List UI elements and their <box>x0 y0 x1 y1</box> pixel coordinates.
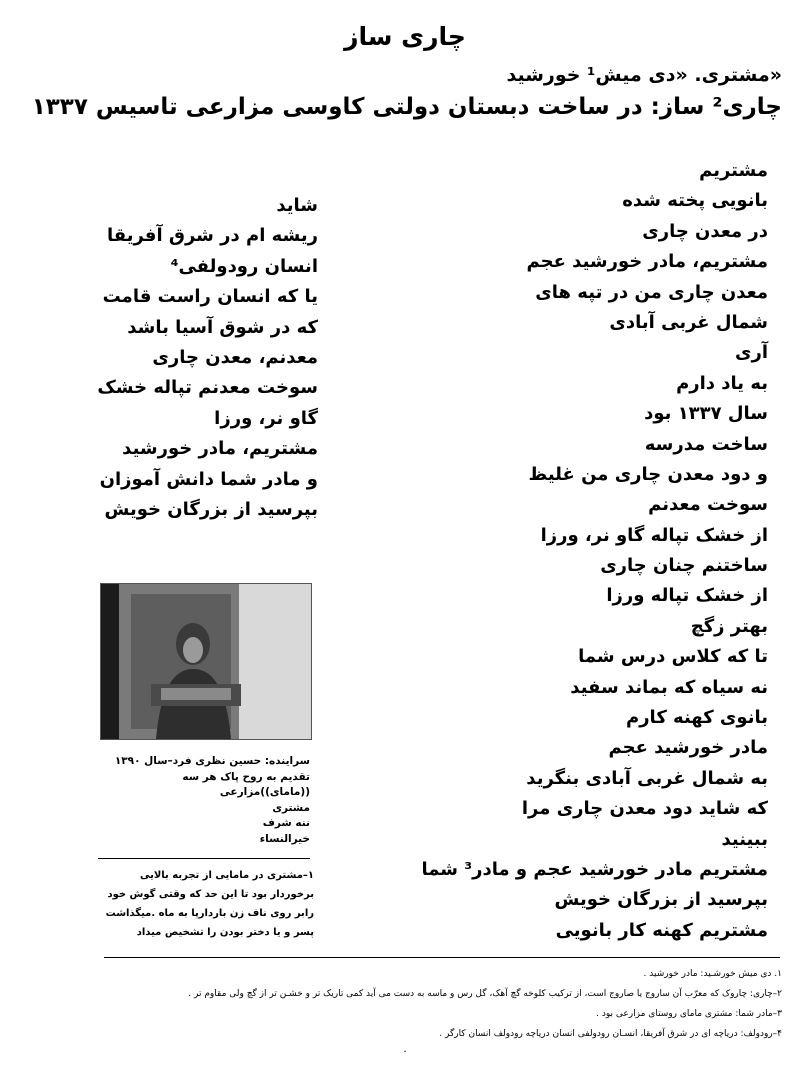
side-note-divider <box>98 858 310 859</box>
page-number: ۰ <box>402 1046 408 1057</box>
caption-line: خیرالنساء <box>259 832 310 845</box>
footnotes <box>82 964 782 1044</box>
poem-line: مشتریم مادر خورشید عجم و مادر³ شما <box>421 858 768 880</box>
poem-line: تا که کلاس درس شما <box>578 646 768 668</box>
poem-line: به یاد دارم <box>676 372 768 394</box>
footnote: ۴–رودولف: دریاچه ای در شرق آفریقا، انسـان رودولفی انسان دریاچه رودولف انسان کارگر . <box>439 1029 782 1039</box>
poem-line: گاو نر، ورزا <box>214 407 318 429</box>
poem-line: آری <box>734 342 768 364</box>
poem-line: که شاید دود معدن چاری مرا <box>521 798 768 820</box>
caption-line: مشتری <box>272 801 310 814</box>
poem-line: سوخت معدنم <box>648 494 768 516</box>
subtitle-dedication: «مشتری. «دی میش¹ خورشید <box>506 64 782 86</box>
portrait-photo <box>100 583 312 740</box>
poem-line: یا که انسان راست قامت <box>102 286 318 308</box>
poem-line: مشتریم، مادر خورشید عجم <box>526 251 768 273</box>
poem-line: در معدن چاری <box>642 220 768 242</box>
poem-left-column <box>18 191 318 525</box>
poem-line: بهتر زگچ <box>690 615 768 637</box>
poem-line: شمال غربی آبادی <box>609 311 768 333</box>
poem-line: شاید <box>276 195 318 216</box>
poem-line: سال ۱۳۳۷ بود <box>644 403 768 425</box>
poem-line: مشتریم کهنه کار بانویی <box>555 919 768 941</box>
side-note: ۱–مشتری در مامایی از تجربه بالایی برخوردار بود تا این حد که وقتی گوش خود رابر روی ناف زن باردارپا به ماه .میگذاشت پسر و یا دختر بودن را تشخیص میداد <box>105 870 314 938</box>
portrait-image <box>101 584 311 739</box>
poem-line: و مادر شما دانش آموزان <box>99 468 318 490</box>
poem-line: ریشه ام در شرق آفریقا <box>107 225 318 247</box>
poem-line: معدنم، معدن چاری <box>152 346 318 368</box>
poem-line: ساخت مدرسه <box>644 433 768 455</box>
footnote: ۲–چاری: چاروک که معرّب آن ساروج یا صاروج است، از ترکیب کلوخه گچ آهک، گل رس و ماسه به دست می آید کمی تاریک تر و خشـن تر از گچ ولی مقاوم تر . <box>188 989 782 999</box>
footnote-divider <box>104 957 780 958</box>
footnote: ۱. دی میش خورشـید: مادر خورشید . <box>643 969 782 979</box>
poem-line: انسان رودولفی⁴ <box>170 255 318 277</box>
poem-line: و دود معدن چاری من غلیظ <box>528 463 768 485</box>
footnote: ۳–مادر شما: مشتری مامای روستای مزارعی بود . <box>596 1009 782 1019</box>
photo-caption <box>110 754 310 847</box>
poem-line: مادر خورشید عجم <box>608 737 768 759</box>
poem-line: ببینید <box>721 828 768 850</box>
poem-line: مشتریم <box>699 160 768 181</box>
poem-line: بانوی کهنه کارم <box>626 707 768 729</box>
poem-line: بپرسید از بزرگان خویش <box>104 498 318 520</box>
caption-line: تقدیم به روح پاک هر سه ((مامای))مزارعی <box>182 770 310 798</box>
poem-line: بانویی پخته شده <box>622 190 768 212</box>
caption-line: ننه شرف <box>262 817 310 829</box>
poem-line: نه سیاه که بماند سفید <box>570 676 768 698</box>
poem-line: ساختنم چنان چاری <box>600 555 768 577</box>
poem-line: سوخت معدنم تپاله خشک <box>97 377 318 399</box>
subtitle-description: چاری² ساز: در ساخت دبستان دولتی کاوسی مزارعی تاسیس ۱۳۳۷ <box>31 94 782 120</box>
poem-right-column <box>421 156 768 946</box>
poem-line: بپرسید از بزرگان خویش <box>554 889 768 911</box>
caption-line: سراینده: حسین نظری فرد–سال ۱۳۹۰ <box>114 755 310 767</box>
page-title: چاری ساز <box>344 22 466 51</box>
poem-line: معدن چاری من در تپه های <box>535 281 768 303</box>
poem-line: مشتریم، مادر خورشید <box>122 438 318 460</box>
poem-line: از خشک تپاله ورزا <box>606 585 768 607</box>
poem-line: که در شوق آسیا باشد <box>127 316 318 338</box>
poem-line: به شمال غربی آبادی بنگرید <box>526 767 768 789</box>
poem-line: از خشک تپاله گاو نر، ورزا <box>540 524 768 546</box>
